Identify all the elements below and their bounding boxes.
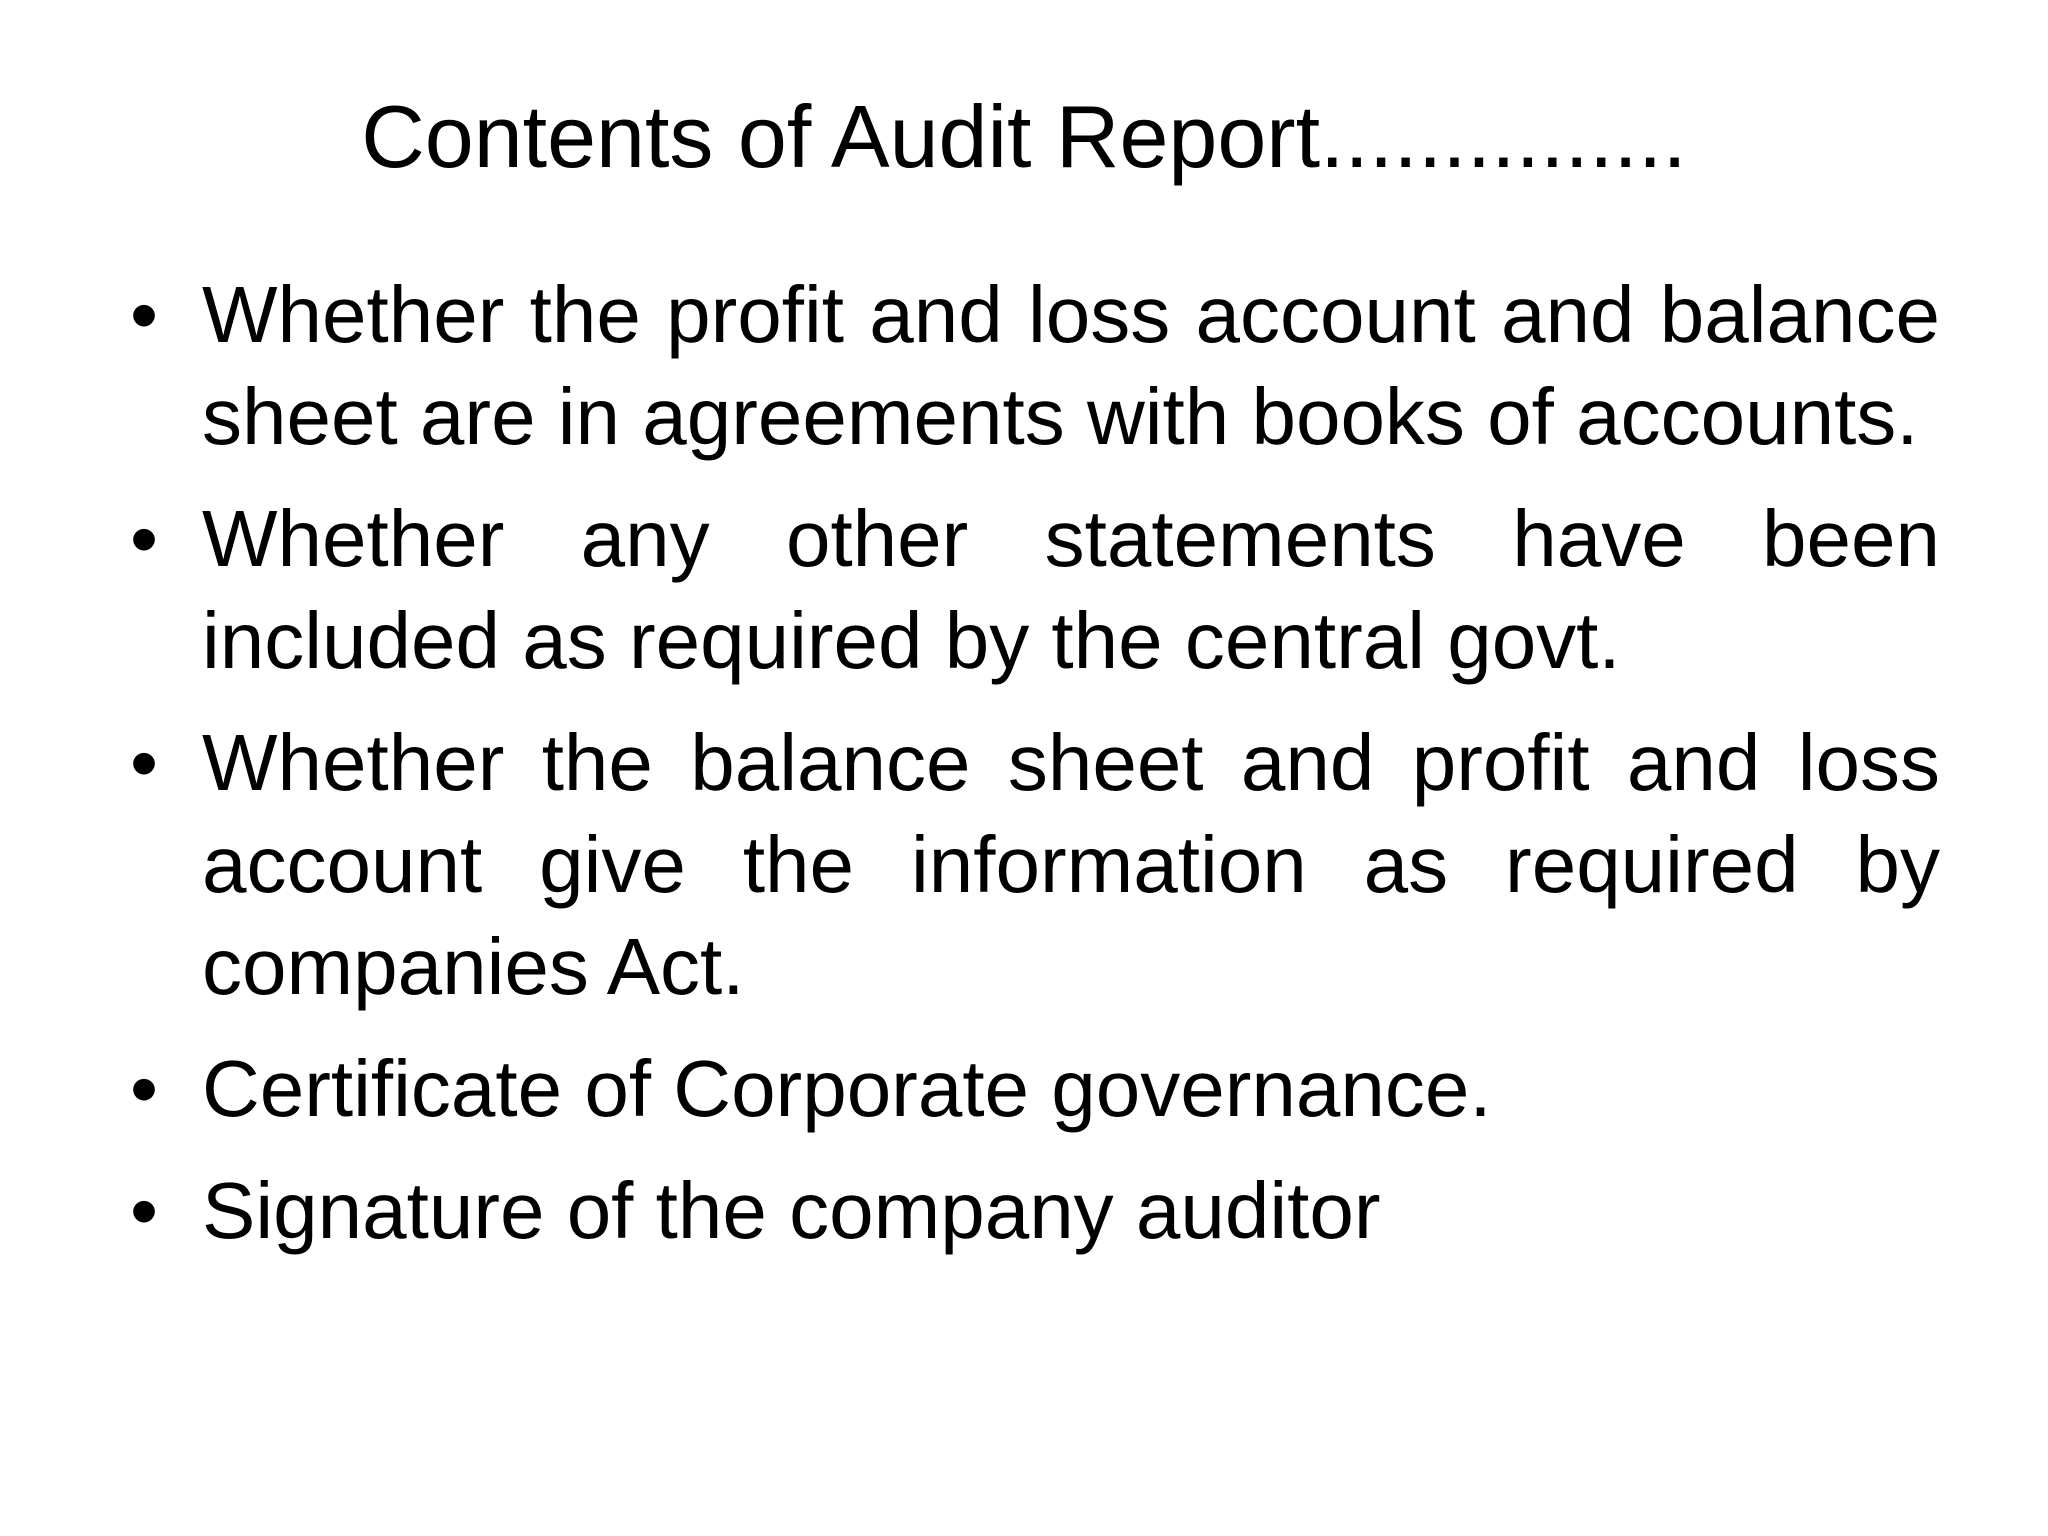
bullet-text: Certificate of Corporate governance. [202,1044,1492,1133]
bullet-icon: • [130,1166,159,1255]
bullet-icon: • [130,494,159,583]
bullet-item [120,488,1940,692]
bullet-text: Signature of the company auditor [202,1166,1381,1255]
bullet-list [120,264,1940,1282]
bullet-item [120,264,1940,468]
bullet-text: Whether the profit and loss account and balance sheet are in agreements with books of accounts. [202,270,1940,461]
bullet-icon: • [130,718,159,807]
bullet-icon: • [130,1044,159,1133]
bullet-item [120,1160,1940,1262]
bullet-text: Whether any other statements have been included as required by the central govt. [202,494,1940,685]
slide-title: Contents of Audit Report............... [361,87,1687,186]
bullet-item [120,1038,1940,1140]
bullet-icon: • [130,270,159,359]
bullet-item [120,712,1940,1018]
bullet-text: Whether the balance sheet and profit and loss account give the information as required by companies Act. [202,718,1940,1011]
